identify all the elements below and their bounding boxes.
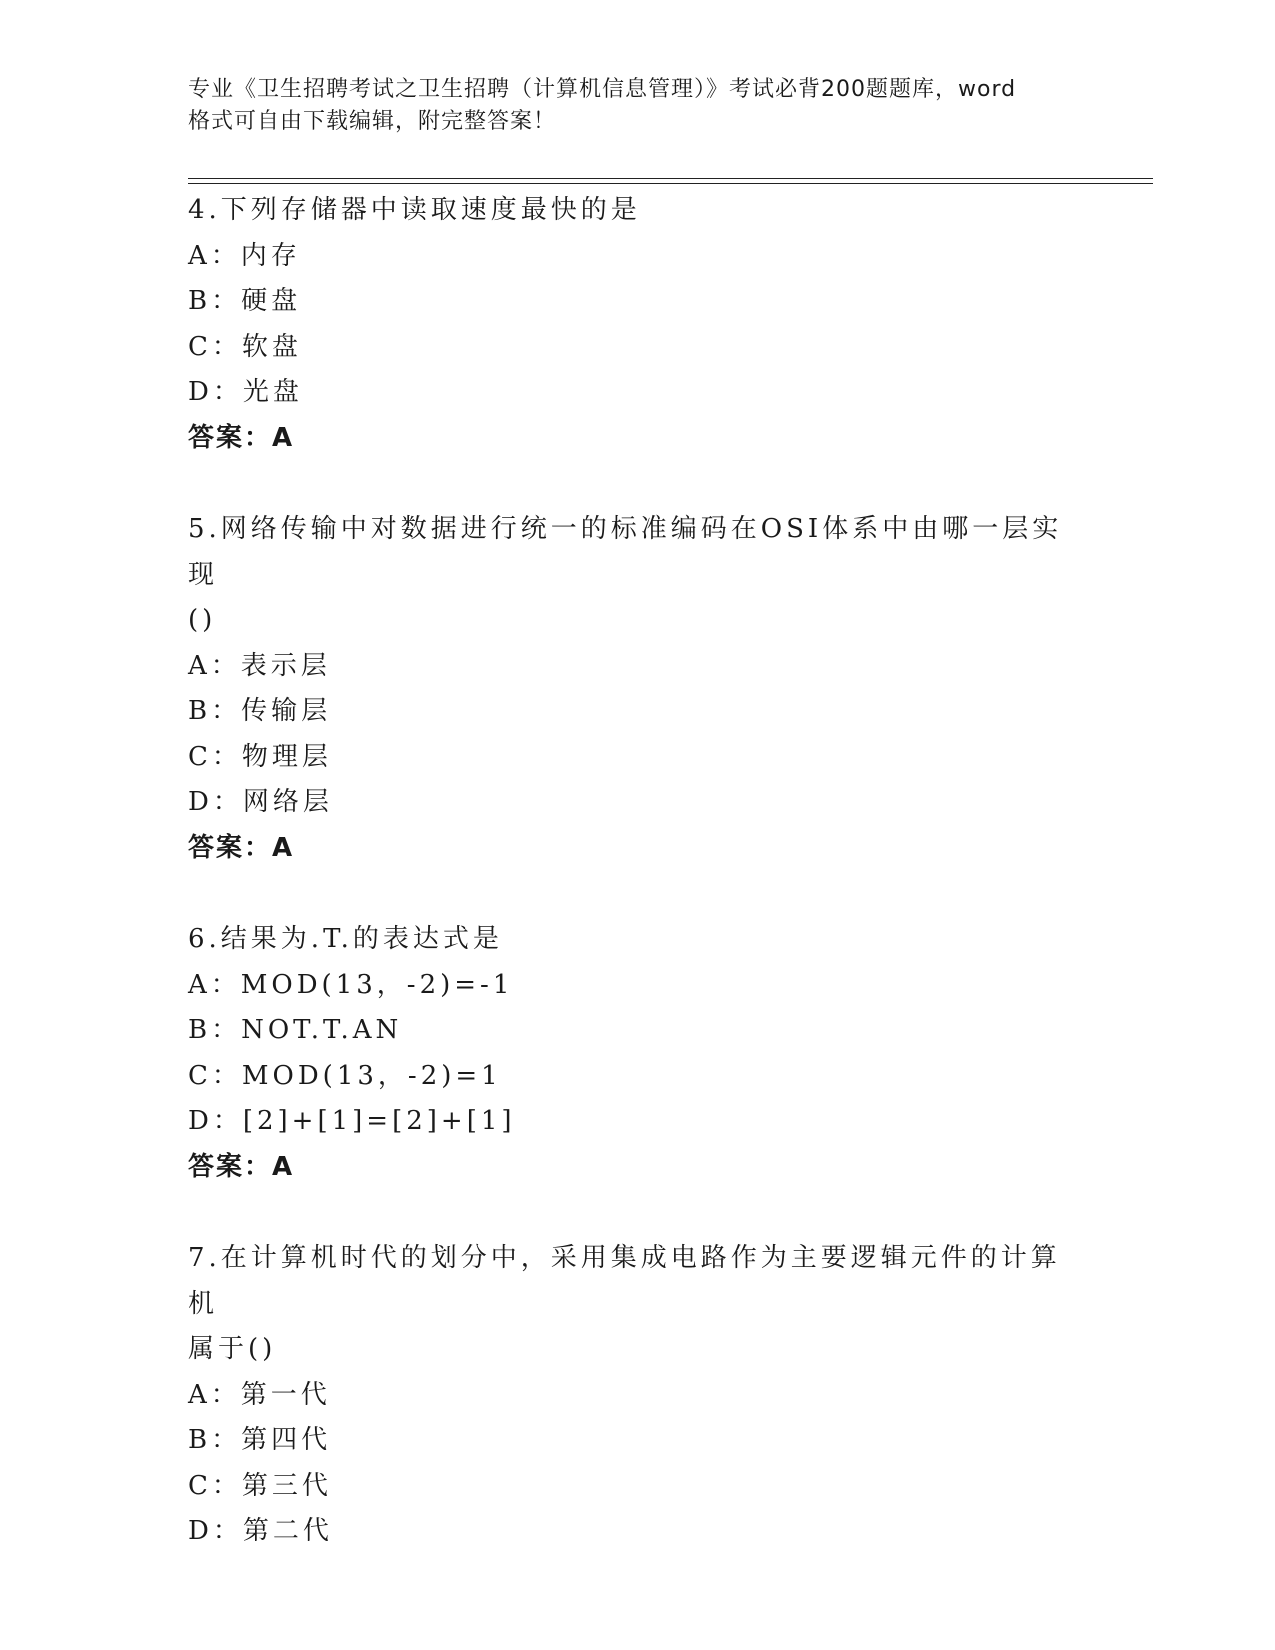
option-a: A：内存: [188, 240, 301, 271]
option-d: D：光盘: [188, 377, 303, 407]
option-c: C：第三代: [188, 1470, 332, 1501]
header-divider-top: [188, 178, 1153, 179]
question-stem-continued: 属于(): [188, 1334, 277, 1364]
option-a: A：MOD(13，-2)=-1: [188, 969, 514, 1000]
header-line-1: 专业《卫生招聘考试之卫生招聘（计算机信息管理）》考试必背200题题库，word: [188, 77, 1017, 102]
question-stem: 6.结果为.T.的表达式是: [188, 924, 503, 954]
option-d: D：网络层: [188, 787, 333, 817]
question-stem: 5.网络传输中对数据进行统一的标准编码在OSI体系中由哪一层实现: [188, 514, 1063, 590]
option-b: B：硬盘: [188, 286, 302, 316]
option-c: C：软盘: [188, 331, 302, 362]
option-c: C：MOD(13，-2)=1: [188, 1060, 502, 1091]
header-divider-bottom: [188, 183, 1153, 184]
question-stem-continued: (): [188, 605, 217, 635]
option-d: D：第二代: [188, 1516, 333, 1546]
document-header: [188, 74, 1088, 138]
question-stem: 4.下列存储器中读取速度最快的是: [188, 195, 641, 225]
option-a: A：第一代: [188, 1379, 331, 1410]
option-c: C：物理层: [188, 741, 332, 772]
question-list: [188, 188, 1088, 1601]
option-b: B：第四代: [188, 1425, 332, 1455]
option-a: A：表示层: [188, 650, 331, 681]
option-b: B：NOT.T.AN: [188, 1015, 403, 1045]
header-line-2: 格式可自由下载编辑，附完整答案！: [188, 109, 557, 134]
answer-label: 答案：A: [188, 832, 295, 863]
question-stem: 7.在计算机时代的划分中，采用集成电路作为主要逻辑元件的计算机: [188, 1243, 1061, 1319]
option-d: D：[2]+[1]=[2]+[1]: [188, 1106, 516, 1136]
question-5: [188, 507, 1088, 871]
option-b: B：传输层: [188, 696, 332, 726]
question-4: [188, 188, 1088, 461]
answer-label: 答案：A: [188, 1151, 295, 1182]
question-6: [188, 917, 1088, 1190]
question-7: [188, 1236, 1088, 1555]
answer-label: 答案：A: [188, 422, 295, 453]
